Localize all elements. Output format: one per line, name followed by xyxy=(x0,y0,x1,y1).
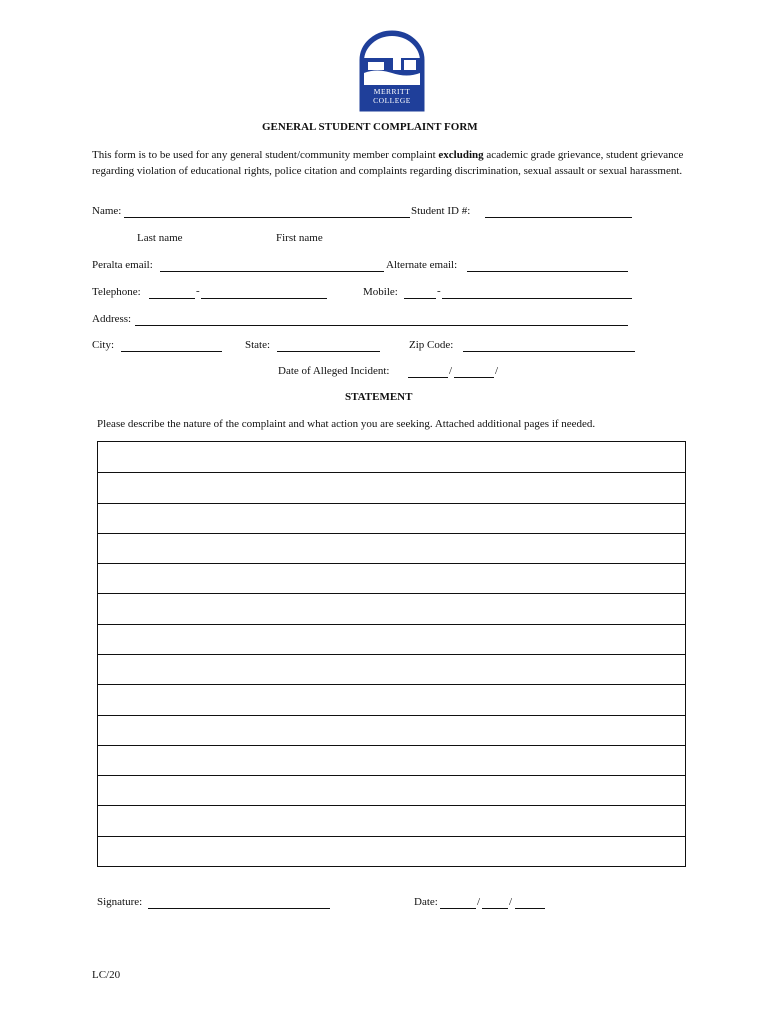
telephone-label: Telephone: xyxy=(92,286,141,298)
incident-date-month-field[interactable] xyxy=(408,365,448,378)
zip-code-label: Zip Code: xyxy=(409,339,454,351)
logo-text-line2: COLLEGE xyxy=(373,96,411,105)
incident-date-label: Date of Alleged Incident: xyxy=(278,365,390,377)
signature-date-slash-1: / xyxy=(477,896,481,908)
signature-label: Signature: xyxy=(97,896,143,908)
statement-ruled-line xyxy=(98,503,685,504)
alternate-email-field[interactable] xyxy=(467,259,628,272)
incident-date-slash-1: / xyxy=(449,365,453,377)
statement-text-area[interactable] xyxy=(97,441,686,867)
statement-ruled-line xyxy=(98,533,685,534)
signature-field[interactable] xyxy=(148,896,330,909)
name-label: Name: xyxy=(92,205,122,217)
statement-ruled-line xyxy=(98,654,685,655)
intro-paragraph xyxy=(92,147,692,179)
statement-heading: STATEMENT xyxy=(345,391,413,403)
intro-text-part2: academic grade grievance, student grievance regarding violation of educational rights, police citation and complaints regarding discrimination, sexual assault or sexual harassment. xyxy=(92,149,684,177)
state-field[interactable] xyxy=(277,339,380,352)
telephone-dash: - xyxy=(196,285,200,297)
address-label: Address: xyxy=(92,313,132,325)
mobile-label: Mobile: xyxy=(363,286,398,298)
statement-ruled-line xyxy=(98,593,685,594)
city-label: City: xyxy=(92,339,115,351)
merritt-college-logo xyxy=(359,30,425,112)
statement-ruled-line xyxy=(98,715,685,716)
state-label: State: xyxy=(245,339,271,351)
form-code: LC/20 xyxy=(92,969,121,981)
incident-date-slash-2: / xyxy=(495,365,499,377)
logo-text-line1: MERRITT xyxy=(373,87,411,96)
mobile-number-field[interactable] xyxy=(442,286,632,299)
signature-date-day-field[interactable] xyxy=(482,896,508,909)
statement-ruled-line xyxy=(98,775,685,776)
statement-ruled-line xyxy=(98,684,685,685)
statement-ruled-line xyxy=(98,836,685,837)
signature-date-year-field[interactable] xyxy=(515,896,545,909)
intro-text-bold: excluding xyxy=(438,149,484,161)
statement-ruled-line xyxy=(98,472,685,473)
form-title: GENERAL STUDENT COMPLAINT FORM xyxy=(262,121,478,133)
telephone-number-field[interactable] xyxy=(201,286,327,299)
statement-ruled-line xyxy=(98,563,685,564)
first-name-label: First name xyxy=(276,232,323,244)
statement-ruled-line xyxy=(98,624,685,625)
mobile-dash: - xyxy=(437,285,441,297)
address-field[interactable] xyxy=(135,313,628,326)
telephone-area-code-field[interactable] xyxy=(149,286,195,299)
signature-date-slash-2: / xyxy=(509,896,513,908)
signature-date-label: Date: xyxy=(414,896,438,908)
zip-code-field[interactable] xyxy=(463,339,635,352)
city-field[interactable] xyxy=(121,339,222,352)
alternate-email-label: Alternate email: xyxy=(386,259,458,271)
peralta-email-label: Peralta email: xyxy=(92,259,153,271)
intro-text-part1: This form is to be used for any general student/community member complaint xyxy=(92,149,439,161)
student-id-field[interactable] xyxy=(485,205,632,218)
signature-date-month-field[interactable] xyxy=(440,896,476,909)
statement-instructions: Please describe the nature of the complaint and what action you are seeking. Attached additional pages if needed. xyxy=(97,418,596,430)
mobile-area-code-field[interactable] xyxy=(404,286,436,299)
last-name-label: Last name xyxy=(137,232,183,244)
peralta-email-field[interactable] xyxy=(160,259,384,272)
statement-ruled-line xyxy=(98,805,685,806)
student-id-label: Student ID #: xyxy=(411,205,471,217)
incident-date-day-field[interactable] xyxy=(454,365,494,378)
statement-ruled-line xyxy=(98,745,685,746)
name-field[interactable] xyxy=(124,205,410,218)
